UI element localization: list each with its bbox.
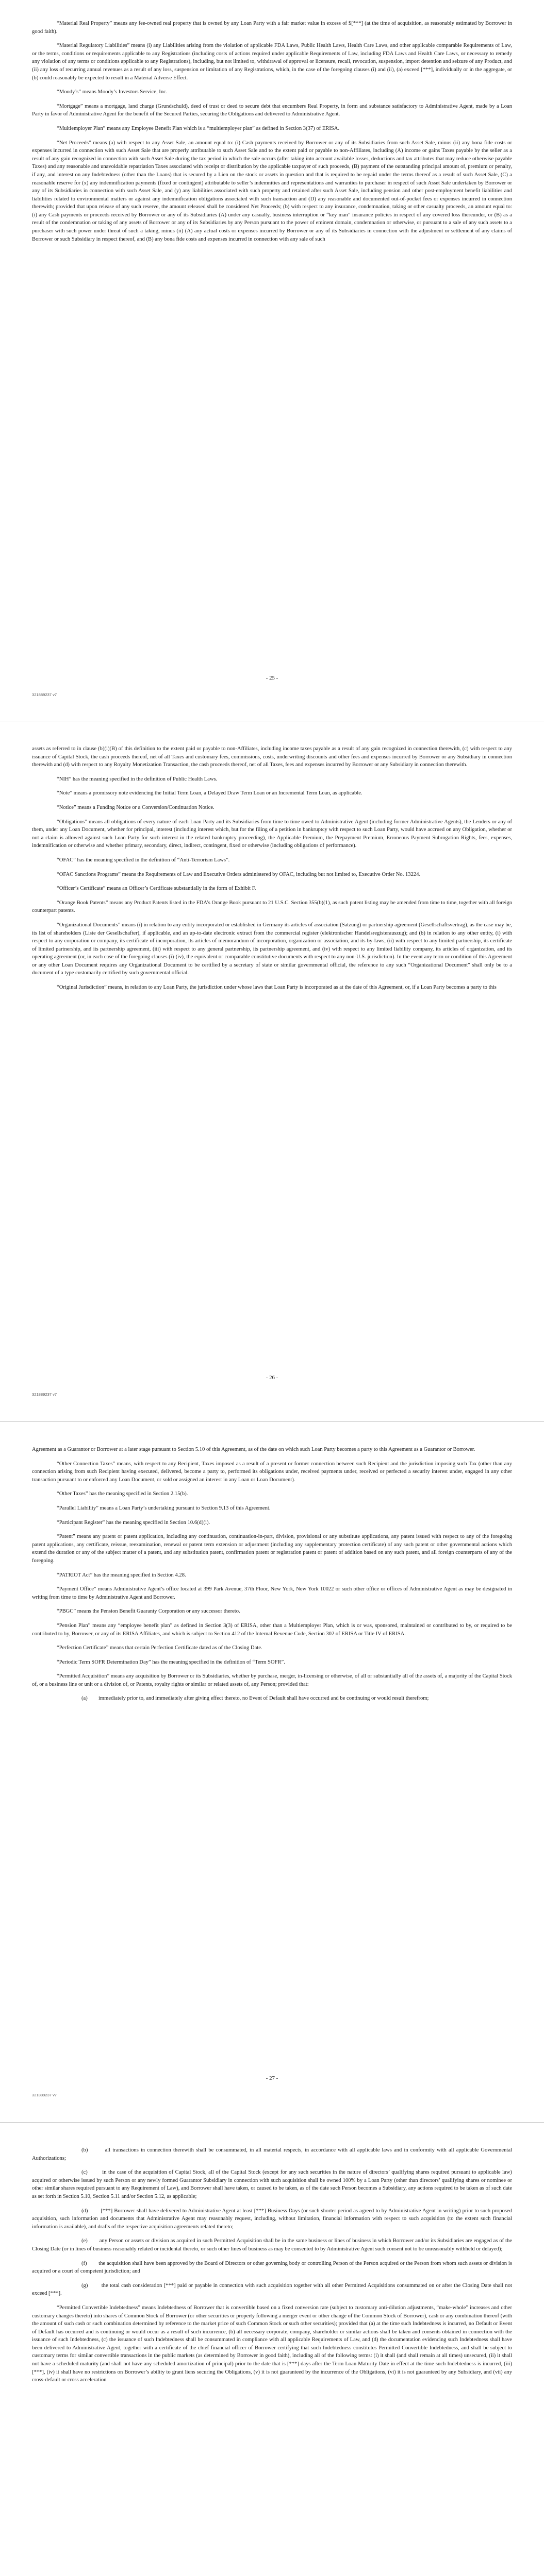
definition-original-jurisdiction: “Original Jurisdiction” means, in relation to any Loan Party, the jurisdiction under whose laws that Loan Party is incorporated as at the date of this Agreement, or, if a Loan Party becomes a party to this [57,985,497,991]
definition-pbgc: “PBGC” means the Pension Benefit Guaranty Corporation or any successor thereto. [57,1608,240,1615]
document-page-25 [0,0,544,721]
definition-nih: “NIH” has the meaning specified in the definition of Public Health Laws. [57,776,218,782]
page-number: - 26 - [266,1375,278,1381]
definition-other-connection-taxes: “Other Connection Taxes” means, with respect to any Recipient, Taxes imposed as a result of a present or former connection between such Recipient and the jurisdiction imposing such Tax (other than any connection arising from such Recipient having executed, delivered, become a party to, performed its obligations under, received payments under, received or perfected a security interest under, engaged in any other transaction pursuant to or enforced any Loan Document, or sold or assigned an interest in any Loan or Loan Document). [32,1461,512,1483]
document-page-27 [0,1422,544,2123]
definition-material-regulatory-liabilities: “Material Regulatory Liabilities” means (i) any Liabilities arising from the violation of applicable FDA Laws, Public Health Laws, Health Care Laws, and other applicable comparable Requirements of Law, or the terms, conditions or requirements applicable to any Registrations (including costs of actions required under applicable Requirements of Law, including FDA Laws and Health Care Laws, or necessary to remedy any violation of any terms or conditions applicable to any Registrations), including, but not limited to, withdrawal of approval or licensure, recall, revocation, suspension, import detention and seizure of any Product, and (ii) any loss of recurring annual revenues as a result of any loss, suspension or limitation of any Registrations, which, in the case of the foregoing clauses (i) and (ii), (a) exceed [***], individually or in the aggregate, or (b) could reasonably be expected to result in a Material Adverse Effect. [32,43,512,81]
definition-parallel-liability: “Parallel Liability” means a Loan Party’s undertaking pursuant to Section 9.13 of this Agreement. [57,1505,271,1511]
definition-permitted-convertible-indebtedness: “Permitted Convertible Indebtedness” means Indebtedness of Borrower that is convertible based on a fixed conversion rate (subject to customary anti-dilution adjustments, “make-whole” increases and other customary changes thereto) into shares of Common Stock of Borrower (or other securities or property following a merger event or other change of the Common Stock of Borrower), cash or any combination thereof (with the amount of such cash or such combination determined by reference to the market price of such Common Stock or such other securities); provided that (a) at the time such Indebtedness is incurred, no Default or Event of Default has occurred and is continuing or would occur as a result of such incurrence, (b) all necessary corporate, company, shareholder or similar actions shall be taken and consents obtained in connection with the issuance of such Indebtedness, (c) the issuance of such Indebtedness shall be consummated in compliance with all applicable Requirements of Law, and (d) the documentation evidencing such Indebtedness shall have been delivered to Administrative Agent, together with a certificate of the chief financial officer of Borrower certifying that such Indebtedness constitutes Permitted Convertible Indebtedness, and shall be subject to customary terms for similar convertible transactions in the public markets (as determined by Borrower in good faith), including all of the following terms: (i) it shall (and shall remain at all times) unsecured, (ii) it shall not have a scheduled maturity (and shall not have any scheduled amortization of principal) prior to the date that is [***] days after the Term Loan Maturity Date in effect at the time such Indebtedness is incurred, (iii) [***], (iv) it shall have no restrictions on Borrower’s ability to grant liens securing the Obligations, (v) it is not guaranteed by the incurrence of the Obligations, (vi) it is not guaranteed by any Subsidiary, and (vii) any cross-default or cross acceleration [32,2304,512,2383]
definition-payment-office: “Payment Office” means Administrative Agent’s office located at 399 Park Avenue, 37th Floor, New York, New York 10022 or such other office or offices of Administrative Agent as may be designated in writing from time to time by Administrative Agent and Borrower. [32,1586,512,1600]
definition-other-taxes: “Other Taxes” has the meaning specified in Section 2.15(b). [57,1491,188,1497]
definition-organizational-documents: “Organizational Documents” means (i) in relation to any entity incorporated or established in Germany its articles of association (Satzung) or partnership agreement (Gesellschaftsvertrag), as the case may be, its list of shareholders (Liste der Gesellschafter), if applicable, and an up-to-date electronic extract from the commercial register (elektronischer Handelsregisterauszug); and (b) in relation to any other entity, (i) with respect to any corporation or company, its certificate of incorporation, its articles of memorandum of incorporation, organization or association, and its by-laws, (ii) with respect to any limited partnership, its certificate of limited partnership, and its partnership agreement, (iii) with respect to any general partnership, its partnership agreement, and (iv) with respect to any limited liability company, its articles of organization, and its operating agreement (or, in each case of the foregoing clauses (i)-(iv), the equivalent or comparable constitutive documents with respect to any non-U.S. jurisdiction). In the event any term or condition of this Agreement or any other Loan Document requires any Organizational Document to be certified by a secretary of state or similar governmental official, the reference to any such “Organizational Document” shall only be to a document of a type customarily certified by such governmental official. [32,922,512,976]
definition-original-jurisdiction-continued: Agreement as a Guarantor or Borrower at a later stage pursuant to Section 5.10 of this Agreement, as of the date on which such Loan Party becomes a party to this Agreement as a Guarantor or Borrower. [32,1447,475,1452]
permitted-acquisition-clause-g: (g) the total cash consideration [***] paid or payable in connection with such acquisition together with all other Permitted Acquisitions consummated on or after the Closing Date shall not exceed [***]. [32,2282,512,2297]
permitted-acquisition-clause-b: (b) all transactions in connection therewith shall be consummated, in all material respects, in accordance with all applicable laws and in conformity with all applicable Governmental Authorizations; [32,2147,512,2161]
definition-patent: “Patent” means any patent or patent application, including any continuation, continuation-in-part, division, provisional or any substitute applications, any patent issued with respect to any of the foregoing patent applications, any certificate, reissue, reexamination, renewal or patent term extension or adjustment (including any supplementary protection certificate) of any such patent or other governmental actions which extend the duration or any of the subject matter of a patent, and any substitution patent, confirmation patent or registration patent or patent of addition based on any such patent, and all foreign counterparts of any of the foregoing. [32,1534,512,1564]
definition-mortgage: “Mortgage” means a mortgage, land charge (Grundschuld), deed of trust or deed to secure debt that encumbers Real Property, in form and substance satisfactory to Administrative Agent, made by a Loan Party in favor of Administrative Agent for the benefit of the Secured Parties, securing the Obligations and delivered to Administrative Agent. [32,103,512,117]
definition-material-real-property: “Material Real Property” means any fee-owned real property that is owned by any Loan Party with a fair market value in excess of $[***] (at the time of acquisition, as reasonably estimated by Borrower in good faith). [32,21,512,35]
definition-multiemployer-plan: “Multiemployer Plan” means any Employee Benefit Plan which is a “multiemployer plan” as defined in Section 3(37) of ERISA. [57,125,340,131]
definition-net-proceeds: “Net Proceeds” means (a) with respect to any Asset Sale, an amount equal to: (i) Cash payments received by Borrower or any of its Subsidiaries from such Asset Sale, minus (ii) any bona fide costs or expenses incurred in connection with such Asset Sale that are properly attributable to such Asset Sale and to the extent paid or payable to non-Affiliates, including (A) income or gains Taxes payable by the seller as a result of any gain recognized in connection with such Asset Sale during the tax period in which the sale occurs (after taking into account available losses, deductions and tax attributes that may reduce otherwise payable Taxes) and any reasonable and unavoidable repatriation Taxes associated with receipt or distribution by the applicable taxpayer of such proceeds, (B) payment of the outstanding principal amount of, premium or penalty, if any, and interest on any Indebtedness (other than the Loans) that is secured by a Lien on the stock or assets in question and that is required to be repaid under the terms thereof as a result of such Asset Sale, (C) a reasonable reserve for (x) any indemnification payments (fixed or contingent) attributable to seller’s indemnities and representations and warranties to purchaser in respect of such Asset Sale undertaken by Borrower or any of its Subsidiaries in connection with such Asset Sale, and (y) any liabilities associated with such property and retained after such Asset Sale, including pension and other post-employment benefit liabilities and liabilities related to environmental matters or against any indemnification obligations associated with such transaction and (D) any reasonable and documented out-of-pocket fees or expenses incurred in connection therewith; provided that upon release of any such reserve, the amount released shall be considered Net Proceeds; (b) with respect to any insurance, condemnation, taking or other casualty proceeds, an amount equal to: (i) any Cash payments or proceeds received by Borrower or any of its Subsidiaries (A) under any casualty, business interruption or “key man” insurance policies in respect of any covered loss thereunder, or (B) as a result of the condemnation or taking of any assets of Borrower or any of its Subsidiaries by any Person pursuant to the power of eminent domain, condemnation or otherwise, or pursuant to a sale of any such assets to a purchaser with such power under threat of such a taking, minus (ii) (A) any actual costs or expenses incurred by Borrower or any of its Subsidiaries in connection with the adjustment or settlement of any claims of Borrower or such Subsidiary in respect thereof, and (B) any bona fide costs and expenses incurred in connection with any sale of such [32,140,512,242]
definition-permitted-acquisition: “Permitted Acquisition” means any acquisition by Borrower or its Subsidiaries, whether by purchase, merger, in-licensing or otherwise, of all or substantially all of the assets of, a majority of the Capital Stock of, or a business line or unit or a division of, or Patents, royalty rights or similar or related assets of, any Person; provided that: [32,1673,512,1687]
permitted-acquisition-clause-d: (d) [***] Borrower shall have delivered to Administrative Agent at least [***] Business Days (or such shorter period as agreed to by Administrative Agent in writing) prior to such proposed acquisition, such information and documents that Administrative Agent may reasonably request, including, without limitation, financial information with respect to such acquisition (to the extent such financial information is available), and drafts of the respective acquisition agreements related thereto; [32,2208,512,2230]
document-id: 321889237 v7 [32,692,57,697]
definition-moodys: “Moody’s” means Moody’s Investors Service, Inc. [57,89,168,95]
document-page-28 [0,2123,544,2576]
permitted-acquisition-clause-a: (a) immediately prior to, and immediately after giving effect thereto, no Event of Default shall have occurred and be continuing or would result therefrom; [81,1696,429,1702]
definition-net-proceeds-continued: assets as referred to in clause (b)(i)(B) of this definition to the extent paid or payable to non-Affiliates, including income taxes payable as a result of any gain recognized in connection therewith, (c) with respect to any issuance of Capital Stock, the cash proceeds thereof, net of all Taxes and customary fees, commissions, costs, underwriting discounts and other fees and expenses incurred by Borrower or any Subsidiary in connection therewith and (d) with respect to any Royalty Monetization Transaction, the cash proceeds thereof, net of all Taxes, fees and expenses incurred by Borrower or any Subsidiary in connection therewith. [32,746,512,768]
definition-ofac: “OFAC” has the meaning specified in the definition of “Anti-Terrorism Laws”. [57,857,230,863]
permitted-acquisition-clause-c: (c) in the case of the acquisition of Capital Stock, all of the Capital Stock (except for any such securities in the nature of directors’ qualifying shares required pursuant to applicable law) acquired or otherwise issued by such Person or any newly formed Guarantor Subsidiary in connection with such acquisition shall be owned 100% by a Loan Party (other than directors’ qualifying shares or nominee or other similar shares required pursuant to any Requirement of Law), and Borrower shall have taken, or caused to be taken, as of the date such Person becomes a Subsidiary, any actions required to be taken as of such date as set forth in Section 5.10, Section 5.11 and/or Section 5.12, as applicable; [32,2170,512,2199]
definition-perfection-certificate: “Perfection Certificate” means that certain Perfection Certificate dated as of the Closing Date. [57,1645,262,1651]
definition-obligations: “Obligations” means all obligations of every nature of each Loan Party and its Subsidiaries from time to time owed to Administrative Agent (including former Administrative Agents), the Lenders or any of them, under any Loan Document, whether for principal, interest (including interest which, but for the filing of a petition in bankruptcy with respect to such Loan Party, would have accrued on any Obligation, whether or not a claim is allowed against such Loan Party for such interest in the related bankruptcy proceeding), the Applicable Premium, the Prepayment Premium, Erroneous Payment Subrogation Rights, fees, expenses, indemnification or otherwise and whether primary, secondary, direct, indirect, contingent, fixed or otherwise (including obligations of performance). [32,819,512,849]
definition-notice: “Notice” means a Funding Notice or a Conversion/Continuation Notice. [57,804,215,810]
permitted-acquisition-clause-f: (f) the acquisition shall have been approved by the Board of Directors or other governing body or controlling Person of the Person acquired or the Person from whom such assets or division is acquired or a court of competent jurisdiction; and [32,2260,512,2275]
definition-periodic-term-sofr-determination-day: “Periodic Term SOFR Determination Day” has the meaning specified in the definition of “Term SOFR”. [57,1659,285,1665]
document-id: 321889237 v7 [32,1392,57,1397]
definition-participant-register: “Participant Register” has the meaning specified in Section 10.6(d)(i). [57,1519,210,1526]
document-id: 321889237 v7 [32,2093,57,2097]
definition-pension-plan: “Pension Plan” means any “employee benefit plan” as defined in Section 3(3) of ERISA, other than a Multiemployer Plan, which is or was, sponsored, maintained or contributed to by, or required to be contributed to by, Borrower, or any of its ERISA Affiliates, and which is subject to Section 412 of the Internal Revenue Code, Section 302 of ERISA or Title IV of ERISA. [32,1622,512,1637]
page-number: - 27 - [266,2075,278,2081]
permitted-acquisition-clause-e: (e) any Person or assets or division as acquired in such Permitted Acquisition shall be in the same business or lines of business in which Borrower and/or its Subsidiaries are engaged as of the Closing Date (or in lines of business reasonably related or incidental thereto, or such other lines of business as may be consented to by Administrative Agent such consent not to be unreasonably withheld or delayed); [32,2238,512,2252]
definition-officers-certificate: “Officer’s Certificate” means an Officer’s Certificate substantially in the form of Exhibit F. [57,886,256,892]
definition-orange-book-patents: “Orange Book Patents” means any Product Patents listed in the FDA’s Orange Book pursuant to 21 U.S.C. Section 355(b)(1), as such patent listing may be amended from time to time, together with all foreign counterpart patents. [32,900,512,914]
definition-ofac-sanctions-programs: “OFAC Sanctions Programs” means the Requirements of Law and Executive Orders administered by OFAC, including but not limited to, Executive Order No. 13224. [57,871,421,877]
page-number: - 25 - [266,675,278,681]
definition-note: “Note” means a promissory note evidencing the Initial Term Loan, a Delayed Draw Term Loan or an Incremental Term Loan, as applicable. [57,790,362,796]
document-page-26 [0,721,544,1422]
definition-patriot-act: “PATRIOT Act” has the meaning specified in Section 4.28. [57,1572,186,1578]
